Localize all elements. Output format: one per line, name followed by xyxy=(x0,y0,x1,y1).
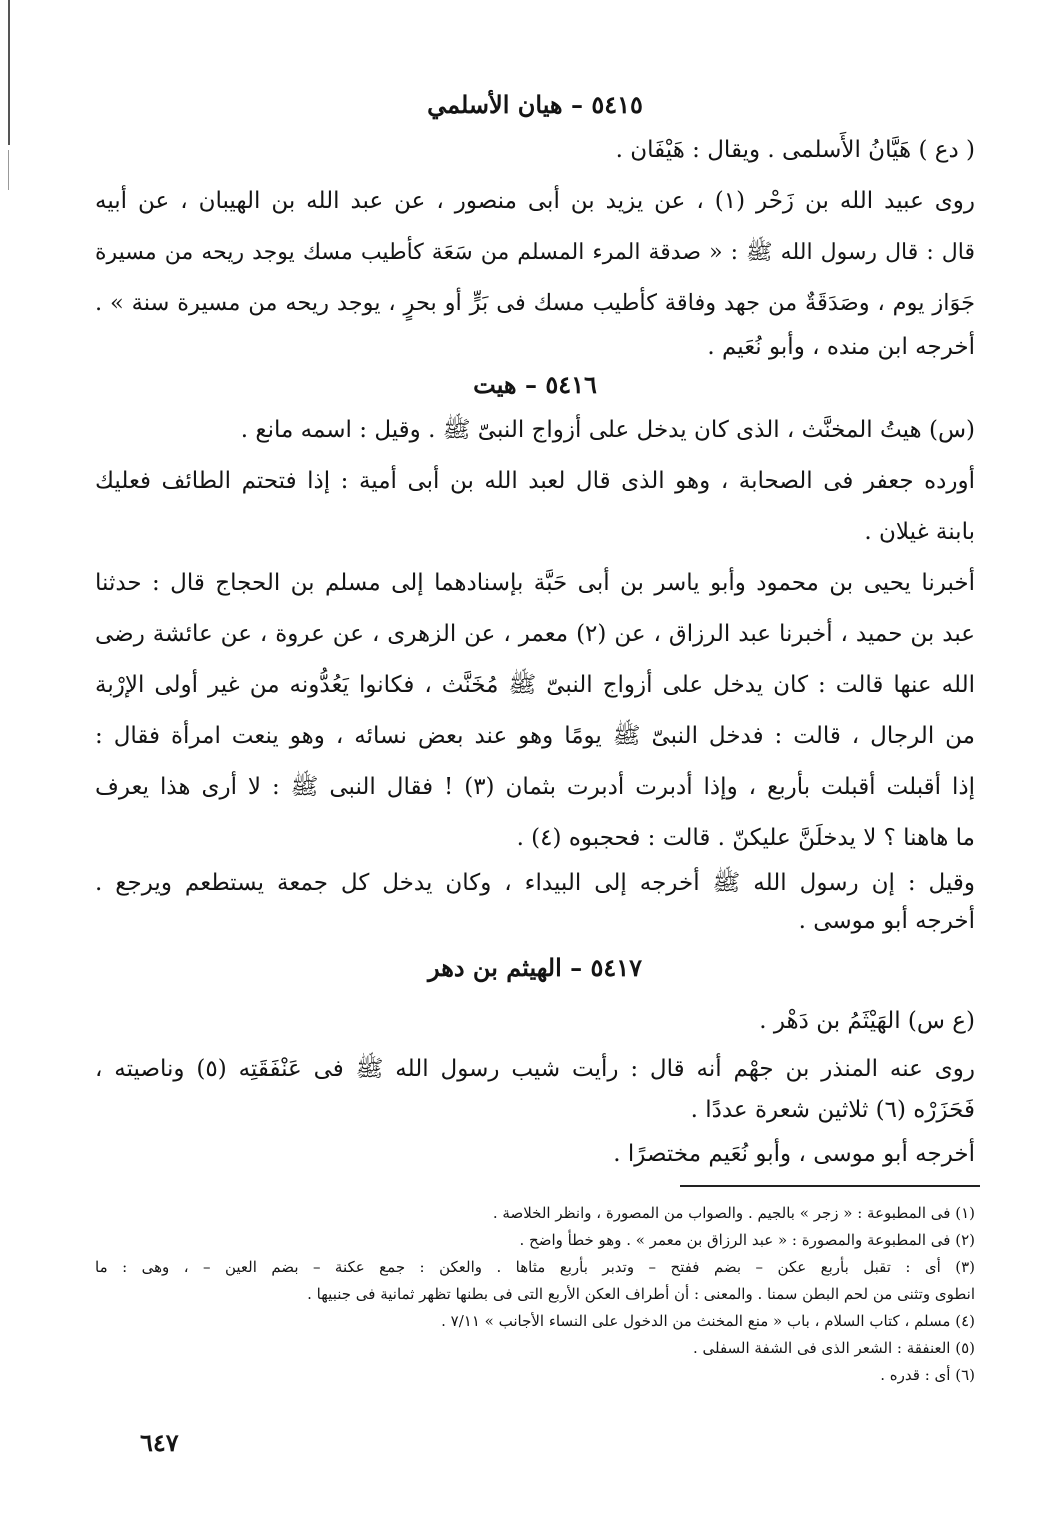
entry-line: أخرجه ابن منده ، وأبو نُعَيم . xyxy=(707,334,975,360)
entry-line: ما هاهنا ؟ لا يدخلَنَّ عليكنّ . قالت : فحجبوه (٤) . xyxy=(516,825,975,851)
entry-line: (ع س) الهَيْثَمُ بن دَهْر . xyxy=(759,1008,975,1034)
footnote: (٥) العنفقة : الشعر الذى فى الشفة السفلى . xyxy=(692,1339,975,1357)
footnotes xyxy=(95,1200,975,1389)
page-number: ٦٤٧ xyxy=(140,1428,179,1457)
footnote: (٣) أى : تقبل بأربع عكن – بضم ففتح – وتدبر بأربع مثاها . والعكن : جمع عكنة – بضم العين – ، وهى : ما xyxy=(95,1258,975,1276)
entry-line: أورده جعفر فى الصحابة ، وهو الذى قال لعبد الله بن أبى أمية : إذا فتحتم الطائف فعليك xyxy=(95,468,975,494)
entry-heading-5416: ٥٤١٦ – هيت xyxy=(473,370,597,399)
scan-edge-line xyxy=(8,0,10,145)
entry-heading-5415: ٥٤١٥ – هيان الأسلمي xyxy=(427,90,643,119)
entry-line: روى عبيد الله بن زَحْر (١) ، عن يزيد بن أبى منصور ، عن عبد الله بن الهيبان ، عن أبيه xyxy=(95,188,975,214)
footnote: (٢) فى المطبوعة والمصورة : « عبد الرزاق بن معمر » . وهو خطأ واضح . xyxy=(519,1231,975,1249)
entry-heading-5417: ٥٤١٧ – الهيثم بن دهر xyxy=(427,953,643,982)
entry-line: بابنة غيلان . xyxy=(864,519,975,545)
footnote: (٦) أى : قدره . xyxy=(880,1366,975,1384)
entry-line: (س) هيتُ المخنَّث ، الذى كان يدخل على أزواج النبىّ ﷺ . وقيل : اسمه مانع . xyxy=(240,417,975,443)
entry-line: الله عنها قالت : كان يدخل على أزواج النبىّ ﷺ مُخَنَّث ، فكانوا يَعُدُّونه من غير أولى الإرْبة xyxy=(95,672,975,698)
footnote: انطوى وتثنى من لحم البطن سمنا . والمعنى : أن أطراف العكن الأربع التى فى بطنها تظهر ثمانية فى جنبيها . xyxy=(307,1285,975,1303)
entry-line: عبد بن حميد ، أخبرنا عبد الرزاق ، عن (٢) معمر ، عن الزهرى ، عن عروة ، عن عائشة رضى xyxy=(95,621,975,647)
entry-line: أخرجه أبو موسى . xyxy=(798,908,975,934)
entry-line: قال : قال رسول الله ﷺ : « صدقة المرء المسلم من سَعَة كأطيب مسك يوجد ريحه من مسيرة xyxy=(95,240,975,265)
entry-line: أخبرنا يحيى بن محمود وأبو ياسر بن أبى حَبَّة بإسنادهما إلى مسلم بن الحجاج قال : حدثنا xyxy=(95,570,975,596)
footnote-separator xyxy=(680,1185,980,1187)
entry-line: وقيل : إن رسول الله ﷺ أخرجه إلى البيداء ، وكان يدخل كل جمعة يستطعم ويرجع . xyxy=(95,870,975,896)
entry-line: فَحَزَرْه (٦) ثلاثين شعرة عددًا . xyxy=(690,1097,975,1123)
entry-line: من الرجال ، قالت : فدخل النبىّ ﷺ يومًا وهو عند بعض نسائه ، وهو ينعت امرأة فقال : xyxy=(95,723,975,749)
entry-line: أخرجه أبو موسى ، وأبو نُعَيم مختصرًا . xyxy=(613,1141,975,1167)
entry-line: إذا أقبلت أقبلت بأربع ، وإذا أدبرت أدبرت بثمان (٣) ! فقال النبى ﷺ : لا أرى هذا يعرف xyxy=(95,774,975,800)
page-body xyxy=(95,85,975,1180)
entry-line: ( دع ) هَيَّانُ الأَسلمى . ويقال : هَيْفَان . xyxy=(615,137,975,163)
entry-line: روى عنه المنذر بن جهْم أنه قال : رأيت شيب رسول الله ﷺ فى عَنْفَقَتِه (٥) وناصيته ، xyxy=(95,1056,975,1082)
footnote: (١) فى المطبوعة : « زجر » بالجيم . والصواب من المصورة ، وانظر الخلاصة . xyxy=(492,1204,975,1222)
footnote: (٤) مسلم ، كتاب السلام ، باب « منع المخنث من الدخول على النساء الأجانب » ٧/١١ . xyxy=(441,1312,975,1330)
scan-edge-line xyxy=(8,150,9,190)
entry-line: جَوَاز يوم ، وصَدَقَةٌ من جهد وفاقة كأطيب مسك فى بَرٍّ أو بحرٍ ، يوجد ريحه من مسيرة سنة » . xyxy=(95,290,975,316)
